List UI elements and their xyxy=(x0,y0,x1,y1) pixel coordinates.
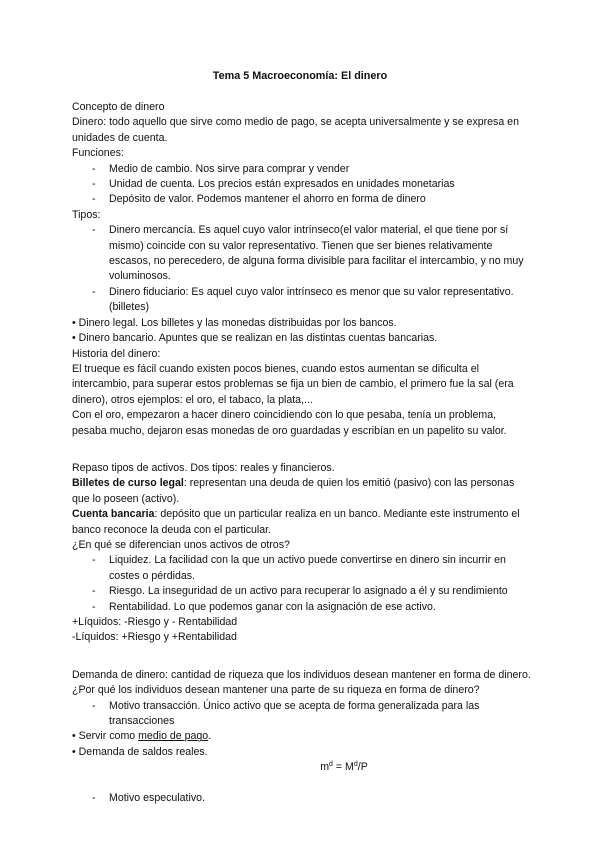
dinero-definition: Dinero: todo aquello que sirve como medio de pago, se acepta universalmente y se expresa en unidades de cuenta. xyxy=(72,116,519,144)
historia-heading: Historia del dinero: xyxy=(72,347,161,360)
bullet-item: • Dinero legal. Los billetes y las monedas distribuidas por los bancos. xyxy=(72,316,397,329)
menos-liquidos: -Líquidos: +Riesgo y +Rentabilidad xyxy=(72,631,237,644)
funcion-item: - Unidad de cuenta. Los precios están expresados en unidades monetarias xyxy=(72,177,532,192)
servir-suffix: . xyxy=(208,730,212,743)
tipos-label: Tipos: xyxy=(72,208,101,221)
historia-paragraph: Con el oro, empezaron a hacer dinero coincidiendo con lo que pesaba, tenía un problema, pesaba mucho, dejaron esas monedas de oro guardadas y escribían en un papelito su valor. xyxy=(72,409,507,437)
billetes-text: : representan una deuda de quien los emitió (pasivo) con las personas que lo poseen (activo). xyxy=(72,477,515,505)
mas-liquidos: +Líquidos: -Riesgo y - Rentabilidad xyxy=(72,616,238,628)
billetes-term: Billetes de curso legal xyxy=(72,477,184,490)
motivo-transaccion: - Motivo transacción. Único activo que se acepta de forma generalizada para las transacciones xyxy=(72,699,532,730)
medio-de-pago-link: medio de pago xyxy=(138,730,209,743)
historia-paragraph: El trueque es fácil cuando existen pocos bienes, cuando estos aumentan se dificulta el intercambio, para superar estos problemas se fija un bien de cambio, el primero fue la sal (era dinero), otros ejemplos: el oro, el tabaco, la plata,... xyxy=(72,362,514,406)
formula-m: m xyxy=(320,761,330,774)
document-body xyxy=(72,100,532,806)
cuenta-definition xyxy=(72,507,532,538)
cuenta-term: Cuenta bancaria xyxy=(72,508,155,521)
tipo-item: - Dinero mercancía. Es aquel cuyo valor intrínseco(el valor material, el que tiene por sí mismo) coincide con su valor representativo. Tienen que ser bienes relativamente escasos, no perecedero, de alguna forma divisible para facilitar el intercambio, y no muy voluminosos. xyxy=(72,223,532,285)
servir-line xyxy=(72,729,532,744)
activo-item: - Riesgo. La inseguridad de un activo para recuperar lo asignado a él y su rendimiento xyxy=(72,584,532,599)
repaso-intro: Repaso tipos de activos. Dos tipos: reales y financieros. xyxy=(72,461,335,474)
formula-sup: d xyxy=(353,761,358,769)
demanda-question: ¿Por qué los individuos desean mantener una parte de su riqueza en forma de dinero? xyxy=(72,684,480,697)
activos-question: ¿En qué se diferencian unos activos de otros? xyxy=(72,538,290,551)
bullet-item: • Dinero bancario. Apuntes que se realizan en las distintas cuentas bancarias. xyxy=(72,332,438,345)
activo-item: - Liquidez. La facilidad con la que un activo puede convertirse en dinero sin incurrir en costes o pérdidas. xyxy=(72,553,532,584)
tipo-item: - Dinero fiduciario: Es aquel cuyo valor intrínseco es menor que su valor representativo. (billetes) xyxy=(72,285,532,316)
document-title: Tema 5 Macroeconomía: El dinero xyxy=(212,70,388,82)
demanda-definition: Demanda de dinero: cantidad de riqueza que los individuos desean mantener en forma de dinero. xyxy=(72,668,531,681)
funcion-item: - Depósito de valor. Podemos mantener el ahorro en forma de dinero xyxy=(72,192,532,207)
formula-p: /P xyxy=(357,761,368,774)
funciones-label: Funciones: xyxy=(72,147,124,160)
activo-item: - Rentabilidad. Lo que podemos ganar con la asignación de ese activo. xyxy=(72,600,532,615)
formula-sup: d xyxy=(329,761,333,769)
servir-prefix: • Servir como xyxy=(72,730,139,743)
section-heading-concepto: Concepto de dinero xyxy=(72,101,165,113)
cuenta-text: : depósito que un particular realiza en un banco. Mediante este instrumento el banco reconoce la deuda con el particular. xyxy=(72,508,520,536)
money-demand-formula xyxy=(72,760,532,775)
formula-eq: = M xyxy=(332,761,354,774)
saldos-reales: • Demanda de saldos reales. xyxy=(72,745,208,758)
motivo-especulativo: - Motivo especulativo. xyxy=(72,791,532,806)
funcion-item: - Medio de cambio. Nos sirve para comprar y vender xyxy=(72,162,532,177)
billetes-definition xyxy=(72,476,532,507)
